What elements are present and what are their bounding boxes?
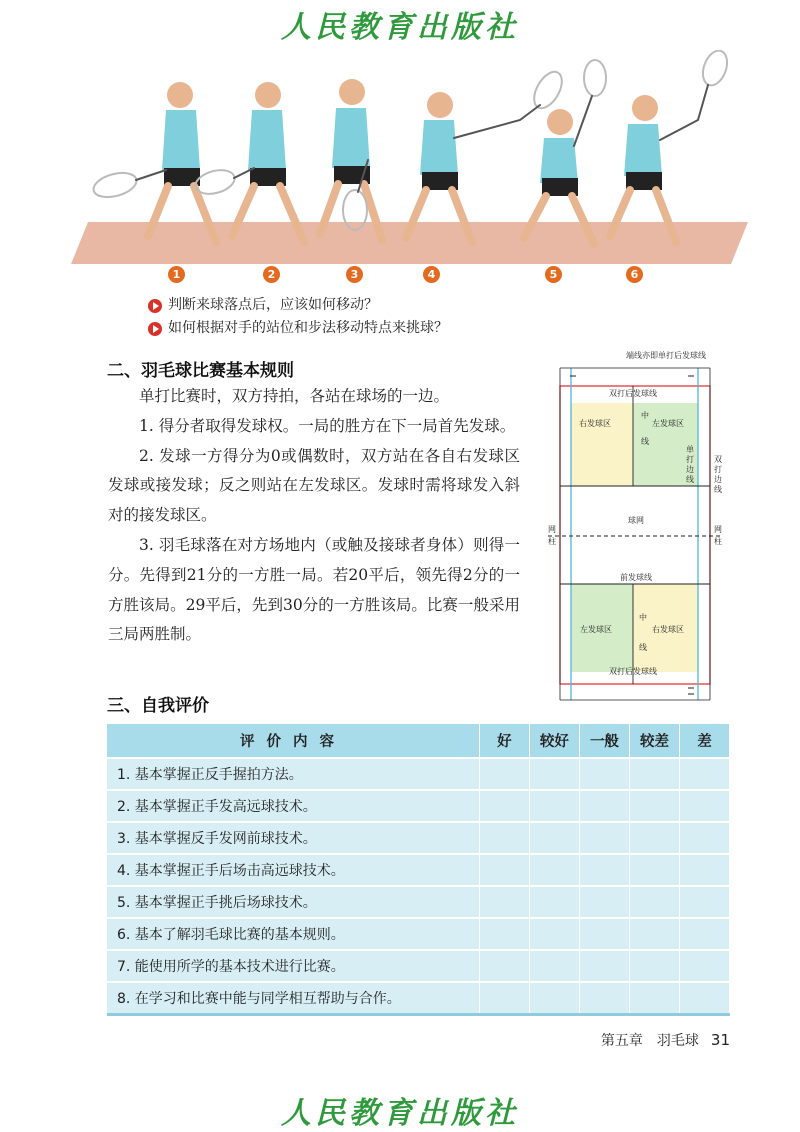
step-number-3: 3 [346,266,363,283]
rating-cell[interactable] [479,758,529,790]
court-label-net-post-right: 柱 [714,537,722,546]
footwork-sequence-figure [80,50,750,290]
rules-paragraph: 3. 羽毛球落在对方场地内（或触及接球者身体）则得一分。先得到21分的一方胜一局。若20平后，领先得2分的一方胜该局。29平后，先到30分的一方胜该局。比赛一般采用三局两胜制。 [108,535,520,644]
header-average: 一般 [579,724,629,758]
page-footer [601,1030,730,1050]
evaluation-item: 2. 基本掌握正手发高远球技术。 [107,790,479,822]
court-label-net-post-left: 柱 [548,537,556,546]
rating-cell[interactable] [479,854,529,886]
court-label-front-service: 前发球线 [620,573,652,582]
rating-cell[interactable] [579,982,629,1015]
rating-cell[interactable] [529,790,579,822]
evaluation-item: 6. 基本了解羽毛球比赛的基本规则。 [107,918,479,950]
court-label-right-service-bottom: 右发球区 [652,625,684,634]
rating-cell[interactable] [579,790,629,822]
publisher-logo-top: 人民教育出版社 [281,10,519,45]
court-label-singles-side: 单 [686,445,694,454]
rating-cell[interactable] [629,950,679,982]
court-label-center: 线 [641,437,649,446]
rating-cell[interactable] [629,854,679,886]
rules-paragraph: 单打比赛时，双方持拍，各站在球场的一边。 [139,387,450,405]
section-title-rules: 二、羽毛球比赛基本规则 [107,361,294,381]
self-evaluation-table [107,724,730,1016]
rating-cell[interactable] [579,886,629,918]
table-row [107,982,730,1015]
court-label-singles-side: 线 [686,475,694,484]
rating-cell[interactable] [629,886,679,918]
court-label-doubles-back-bottom: 双打后发球线 [609,667,657,676]
question-item [148,294,448,317]
table-row [107,758,730,790]
header-good: 好 [479,724,529,758]
court-label-doubles-back-top: 双打后发球线 [609,389,657,398]
play-icon [148,299,162,313]
table-row [107,950,730,982]
publisher-logo-bottom: 人民教育出版社 [281,1096,519,1131]
rules-paragraph: 1. 得分者取得发球权。一局的胜方在下一局首先发球。 [139,416,516,435]
page-number: 31 [710,1031,730,1049]
rating-cell[interactable] [529,918,579,950]
section-title-self-evaluation: 三、自我评价 [107,696,209,716]
rating-cell[interactable] [579,918,629,950]
rating-cell[interactable] [579,950,629,982]
court-label-net-post-right: 网 [714,525,722,534]
rating-cell[interactable] [529,854,579,886]
evaluation-item: 4. 基本掌握正手后场击高远球技术。 [107,854,479,886]
rules-text [108,382,520,650]
rating-cell[interactable] [629,758,679,790]
table-row [107,918,730,950]
evaluation-item: 7. 能使用所学的基本技术进行比赛。 [107,950,479,982]
step-number-1: 1 [168,266,185,283]
evaluation-item: 5. 基本掌握正手挑后场球技术。 [107,886,479,918]
step-number-2: 2 [263,266,280,283]
rating-cell[interactable] [479,918,529,950]
discussion-questions [148,294,448,340]
court-label-end-line: 端线亦即单打后发球线 [626,351,706,360]
evaluation-item: 1. 基本掌握正反手握拍方法。 [107,758,479,790]
player-pose-6 [610,50,731,242]
question-item [148,317,448,340]
rating-cell[interactable] [629,790,679,822]
step-number-5: 5 [545,266,562,283]
court-diagram [548,348,738,708]
player-pose-3 [320,79,382,240]
court-label-doubles-side: 打 [714,465,722,474]
rating-cell[interactable] [479,982,529,1015]
court-label-right-service-top: 右发球区 [579,419,611,428]
rating-cell[interactable] [529,822,579,854]
table-header-row [107,724,730,758]
rating-cell[interactable] [529,758,579,790]
evaluation-item: 3. 基本掌握反手发网前球技术。 [107,822,479,854]
court-label-net-post-left: 网 [548,525,556,534]
rating-cell[interactable] [629,822,679,854]
court-label-net: 球网 [628,516,644,525]
court-label-left-service-bottom: 左发球区 [580,625,612,634]
rating-cell[interactable] [529,982,579,1015]
court-label-singles-side: 边 [686,465,694,474]
rating-cell[interactable] [529,886,579,918]
header-fairly-good: 较好 [529,724,579,758]
rating-cell[interactable] [679,758,729,790]
rating-cell[interactable] [579,822,629,854]
step-number-4: 4 [423,266,440,283]
court-label-doubles-side: 双 [714,455,722,464]
court-label-center: 中 [641,411,649,420]
table-row [107,886,730,918]
rating-cell[interactable] [679,950,729,982]
court-label-singles-side: 打 [686,455,694,464]
chapter-label: 第五章 羽毛球 [600,1033,699,1049]
court-label-doubles-side: 线 [714,485,722,494]
rating-cell[interactable] [629,918,679,950]
rating-cell[interactable] [679,918,729,950]
question-text: 如何根据对手的站位和步法移动特点来挑球？ [168,320,448,336]
player-pose-1 [91,82,216,242]
table-row [107,822,730,854]
court-label-center: 线 [639,643,647,652]
header-content: 评价内容 [107,724,479,758]
court-label-left-service-top: 左发球区 [652,419,684,428]
court-label-center: 中 [639,613,647,622]
rating-cell[interactable] [629,982,679,1015]
rating-cell[interactable] [479,790,529,822]
evaluation-item: 8. 在学习和比赛中能与同学相互帮助与合作。 [107,982,479,1015]
rating-cell[interactable] [579,854,629,886]
rating-cell[interactable] [479,822,529,854]
rating-cell[interactable] [679,790,729,822]
rules-paragraph: 2. 发球一方得分为0或偶数时，双方站在各自右发球区发球或接发球；反之则站在左发球区。发球时需将球发入斜对的接发球区。 [108,446,520,525]
table-row [107,790,730,822]
header-fairly-poor: 较差 [629,724,679,758]
rating-cell[interactable] [529,950,579,982]
header-poor: 差 [679,724,729,758]
rating-cell[interactable] [679,886,729,918]
rating-cell[interactable] [479,950,529,982]
players-illustration [80,50,750,290]
step-number-6: 6 [626,266,643,283]
rating-cell[interactable] [679,822,729,854]
play-icon [148,322,162,336]
rating-cell[interactable] [479,886,529,918]
rating-cell[interactable] [679,982,729,1015]
court-label-doubles-side: 边 [714,475,722,484]
question-text: 判断来球落点后，应该如何移动？ [168,297,378,313]
rating-cell[interactable] [679,854,729,886]
court-area-right-service-top [571,403,633,486]
rating-cell[interactable] [579,758,629,790]
table-row [107,854,730,886]
